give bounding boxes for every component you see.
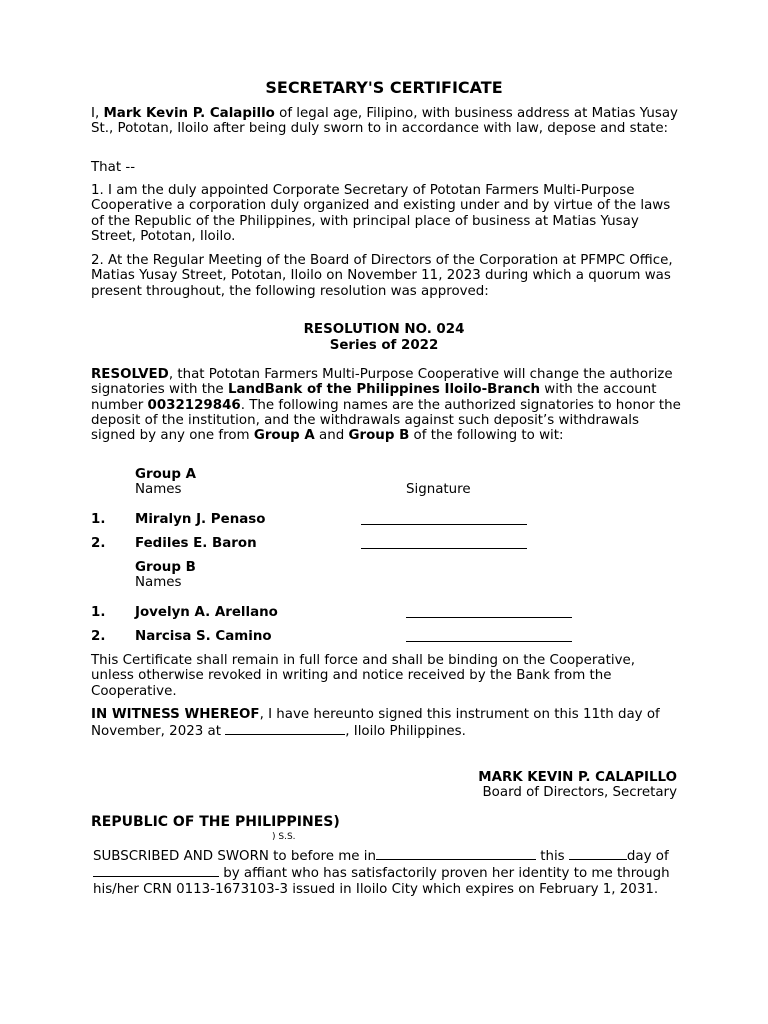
- jurat-place-blank: [376, 847, 536, 860]
- binding-paragraph: This Certificate shall remain in full force and shall be binding on the Cooperative, unless otherwise revoked in writing and notice received by the Bank from the Cooperative.: [91, 653, 636, 699]
- group-a-row-1-num: 1.: [91, 512, 106, 527]
- group-a-ref: Group A: [253, 428, 315, 444]
- group-b-label: Group B: [135, 560, 196, 575]
- resolved-text-2: with the account number: [91, 382, 657, 413]
- document-title: SECRETARY'S CERTIFICATE: [265, 78, 503, 97]
- signatory-position: Board of Directors, Secretary: [482, 785, 677, 800]
- group-a-names-header: Names: [135, 482, 182, 497]
- group-b-row-2-name: Narcisa S. Camino: [135, 629, 272, 644]
- resolved-text-5: of the following to wit:: [409, 428, 564, 444]
- witness-text-1: , I have hereunto signed this instrument on this 11th day of November, 2023 at: [91, 707, 660, 740]
- affiant-name: Mark Kevin P. Calapillo: [103, 106, 275, 121]
- group-a-row-2-name: Fediles E. Baron: [135, 536, 257, 551]
- signature-line: [406, 605, 572, 622]
- signature-line: [406, 629, 572, 646]
- signature-line: [361, 536, 527, 553]
- jurat-text-4: by affiant who has satisfactorily proven her identity to me through his/her CRN 0113-1673103-3 issued in Iloilo City which expires on February 1, 2031.: [93, 866, 670, 897]
- republic-heading: REPUBLIC OF THE PHILIPPINES): [91, 814, 340, 830]
- group-a-label: Group A: [135, 467, 196, 482]
- signature-header: Signature: [406, 482, 471, 497]
- jurat-day-blank: [569, 847, 627, 860]
- group-b-row-2-num: 2.: [91, 629, 106, 644]
- place-blank: [225, 722, 345, 735]
- resolved-paragraph: [91, 367, 683, 443]
- jurat-text-1: SUBSCRIBED AND SWORN to before me in: [93, 849, 376, 864]
- jurat-text-2: this: [535, 849, 569, 864]
- ss-mark: ) S.S.: [272, 832, 296, 842]
- signatory-name: MARK KEVIN P. CALAPILLO: [478, 770, 677, 785]
- group-b-names-header: Names: [135, 575, 182, 590]
- resolution-series: Series of 2022: [329, 338, 439, 353]
- signature-line: [361, 512, 527, 529]
- resolved-text-3: . The following names are the authorized signatories to honor the deposit of the institution, and the withdrawals against such deposit’s withdrawals signed by any one from: [91, 397, 681, 444]
- resolved-keyword: RESOLVED: [91, 367, 169, 382]
- group-b-row-1-num: 1.: [91, 605, 106, 620]
- witness-keyword: IN WITNESS WHEREOF: [91, 707, 260, 722]
- group-b-ref: Group B: [348, 428, 410, 444]
- account-number: 0032129846: [147, 397, 241, 413]
- that-line: That --: [91, 160, 136, 175]
- intro-text-1: I,: [91, 106, 104, 121]
- resolved-text-4: and: [314, 428, 349, 444]
- bank-name: LandBank of the Philippines Iloilo-Branch: [227, 382, 541, 398]
- statement-item-2: 2. At the Regular Meeting of the Board of Directors of the Corporation at PFMPC Office, Matias Yusay Street, Pototan, Iloilo on November 11, 2023 during which a quorum was present throughout, the following resolution was approved:: [91, 253, 673, 299]
- resolved-text-1: , that Pototan Farmers Multi-Purpose Cooperative will change the authorize signatories with the: [91, 367, 673, 398]
- intro-paragraph: [91, 106, 681, 137]
- group-a-row-2-num: 2.: [91, 536, 106, 551]
- resolution-number: RESOLUTION NO. 024: [303, 322, 465, 337]
- intro-text-2: of legal age, Filipino, with business address at Matias Yusay St., Pototan, Iloilo after being duly sworn to in accordance with law, depose and state:: [91, 106, 678, 137]
- witness-paragraph: [91, 707, 681, 740]
- group-a-row-1-name: Miralyn J. Penaso: [135, 512, 266, 527]
- jurat-paragraph: [93, 847, 683, 897]
- statement-item-1: 1. I am the duly appointed Corporate Secretary of Pototan Farmers Multi-Purpose Cooperative a corporation duly organized and existing under and by virtue of the laws of the Republic of the Philippines, with principal place of business at Matias Yusay Street, Pototan, Iloilo.: [91, 183, 671, 244]
- jurat-text-3: day of: [626, 849, 669, 864]
- group-b-row-1-name: Jovelyn A. Arellano: [135, 605, 278, 620]
- witness-text-2: , Iloilo Philippines.: [345, 724, 466, 740]
- jurat-month-blank: [93, 864, 219, 877]
